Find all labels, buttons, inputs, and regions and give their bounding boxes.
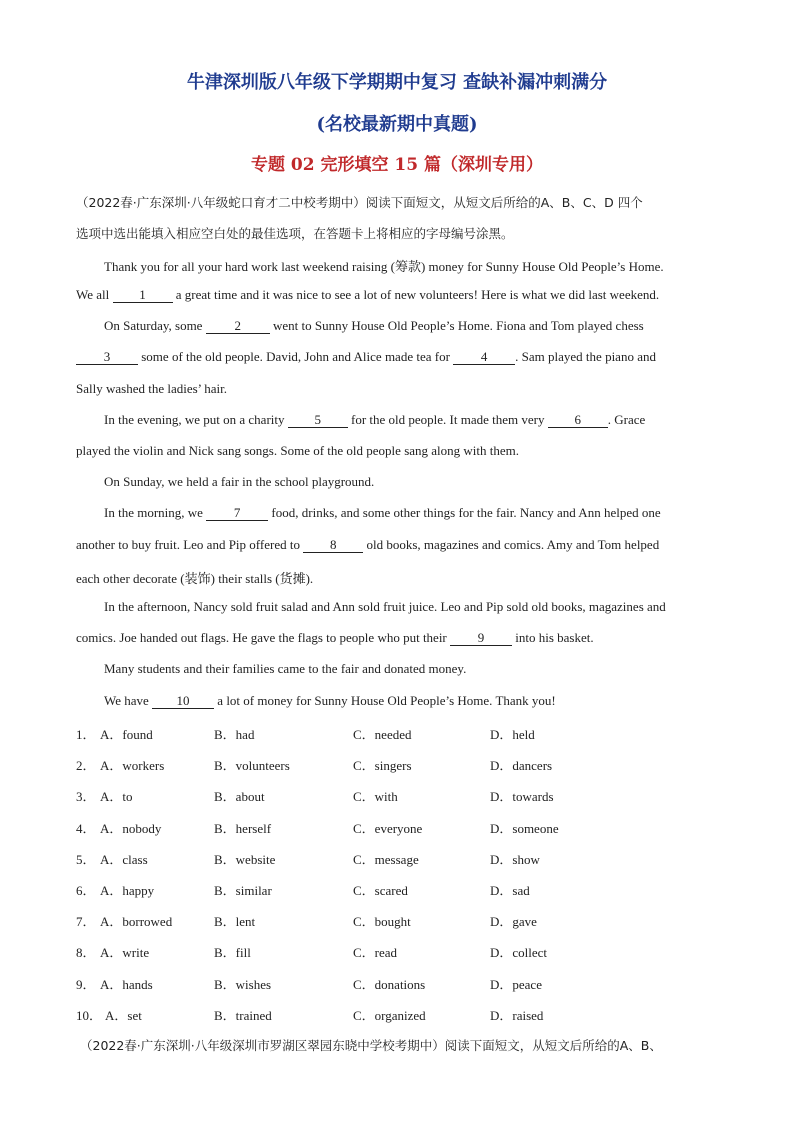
question-number: 1． [76, 727, 96, 742]
question-row [76, 974, 726, 992]
option-c: C．with [353, 789, 398, 804]
passage1-line [76, 630, 721, 646]
question-row [76, 1005, 726, 1023]
passage1-line [76, 412, 721, 428]
text-segment: . Grace [607, 412, 646, 427]
question-number: 5． [76, 852, 96, 867]
option-c: C．bought [353, 914, 411, 929]
passage1-intro-line2: 选项中选出能填入相应空白处的最佳选项，在答题卡上将相应的字母编号涂黑。 [76, 226, 514, 241]
text-segment: another to buy fruit. Leo and Pip offered to [76, 537, 300, 552]
question-row [76, 724, 726, 742]
question-row [76, 942, 726, 960]
text-segment: went to Sunny House Old People’s Home. Fiona and Tom played chess [272, 318, 644, 333]
option-b: B．had [214, 727, 255, 742]
option-d: D．sad [490, 883, 530, 898]
topic-heading: 专题 02 完形填空 15 篇（深圳专用） [251, 155, 543, 175]
option-b: B．trained [214, 1008, 272, 1023]
option-b: B．fill [214, 945, 251, 960]
option-d: D．gave [490, 914, 537, 929]
option-a: A．set [105, 1008, 142, 1023]
question-row [76, 849, 726, 867]
passage1-line: played the violin and Nick sang songs. Some of the old people sang along with them. [76, 443, 520, 458]
option-d: D．peace [490, 977, 542, 992]
passage1-line: Sally washed the ladies’ hair. [76, 381, 228, 396]
question-number: 10． [76, 1008, 103, 1023]
text-segment: food, drinks, and some other things for the fair. Nancy and Ann helped one [271, 505, 661, 520]
question-number: 3． [76, 789, 96, 804]
option-b: B．wishes [214, 977, 272, 992]
document-subtitle: (名校最新期中真题) [316, 114, 478, 135]
text-segment: a great time and it was nice to see a lot of new volunteers! Here is what we did last weekend. [175, 287, 660, 302]
passage1-line [76, 287, 721, 303]
blank-5: 5 [288, 413, 348, 428]
text-segment: comics. Joe handed out flags. He gave the flags to people who put their [76, 630, 447, 645]
option-d: D．held [490, 727, 535, 742]
passage1-line: On Sunday, we held a fair in the school playground. [104, 474, 375, 489]
option-b: B．herself [214, 821, 272, 836]
option-d: D．towards [490, 789, 554, 804]
passage1-line: each other decorate (装饰) their stalls (货摊). [76, 571, 314, 586]
option-d: D．show [490, 852, 540, 867]
blank-10: 10 [152, 694, 214, 709]
option-a: A．happy [100, 883, 155, 898]
blank-2: 2 [206, 319, 270, 334]
option-c: C．message [353, 852, 419, 867]
passage1-intro-line1: （2022春·广东深圳·八年级蛇口育才二中校考期中）阅读下面短文，从短文后所给的A、B、C、D 四个 [76, 195, 643, 210]
question-number: 2． [76, 758, 96, 773]
blank-7: 7 [206, 506, 268, 521]
question-row [76, 786, 726, 804]
question-number: 9． [76, 977, 96, 992]
option-a: A．class [100, 852, 148, 867]
blank-1: 1 [113, 288, 173, 303]
option-b: B．lent [214, 914, 256, 929]
blank-3: 3 [76, 350, 138, 365]
question-number: 7． [76, 914, 96, 929]
option-a: A．borrowed [100, 914, 173, 929]
option-a: A．nobody [100, 821, 162, 836]
blank-8: 8 [303, 538, 363, 553]
option-b: B．volunteers [214, 758, 290, 773]
option-b: B．similar [214, 883, 272, 898]
question-row [76, 911, 726, 929]
passage1-line: In the afternoon, Nancy sold fruit salad and Ann sold fruit juice. Leo and Pip sold old books, magazines and [104, 599, 666, 614]
option-d: D．someone [490, 821, 559, 836]
option-a: A．workers [100, 758, 165, 773]
question-row [76, 880, 726, 898]
document-title: 牛津深圳版八年级下学期期中复习 查缺补漏冲刺满分 [186, 72, 608, 93]
passage1-line: Many students and their families came to the fair and donated money. [104, 661, 467, 676]
option-a: A．found [100, 727, 153, 742]
question-number: 4． [76, 821, 96, 836]
text-segment: into his basket. [515, 630, 594, 645]
blank-9: 9 [450, 631, 512, 646]
text-segment: We all [76, 287, 110, 302]
question-number: 8． [76, 945, 96, 960]
text-segment: some of the old people. David, John and Alice made tea for [141, 349, 450, 364]
question-row [76, 818, 726, 836]
option-d: D．dancers [490, 758, 553, 773]
passage1-line [76, 505, 721, 521]
text-segment: In the morning, we [104, 505, 203, 520]
passage1-line [76, 537, 721, 553]
option-b: B．about [214, 789, 265, 804]
question-row [76, 755, 726, 773]
text-segment: On Saturday, some [104, 318, 203, 333]
option-c: C．singers [353, 758, 412, 773]
passage2-intro-line1: （2022春·广东深圳·八年级深圳市罗湖区翠园东晓中学校考期中）阅读下面短文，从短文后所给的A、B、 [80, 1038, 662, 1053]
option-c: C．needed [353, 727, 412, 742]
option-a: A．write [100, 945, 150, 960]
option-c: C．read [353, 945, 398, 960]
option-c: C．everyone [353, 821, 423, 836]
option-c: C．donations [353, 977, 426, 992]
passage1-line [76, 349, 721, 365]
text-segment: In the evening, we put on a charity [104, 412, 285, 427]
question-number: 6． [76, 883, 96, 898]
text-segment: for the old people. It made them very [351, 412, 545, 427]
passage1-line [76, 693, 721, 709]
option-a: A．to [100, 789, 133, 804]
option-b: B．website [214, 852, 276, 867]
text-segment: old books, magazines and comics. Amy and Tom helped [366, 537, 660, 552]
option-a: A．hands [100, 977, 153, 992]
passage1-line: Thank you for all your hard work last weekend raising (筹款) money for Sunny House Old People’s Home. [104, 259, 664, 274]
text-segment: . Sam played the piano and [515, 349, 656, 364]
text-segment: We have [104, 693, 149, 708]
text-segment: a lot of money for Sunny House Old People’s Home. Thank you! [217, 693, 556, 708]
option-c: C．scared [353, 883, 408, 898]
option-d: D．collect [490, 945, 548, 960]
option-d: D．raised [490, 1008, 544, 1023]
passage1-line [76, 318, 721, 334]
option-c: C．organized [353, 1008, 426, 1023]
blank-6: 6 [548, 413, 608, 428]
blank-4: 4 [453, 350, 515, 365]
